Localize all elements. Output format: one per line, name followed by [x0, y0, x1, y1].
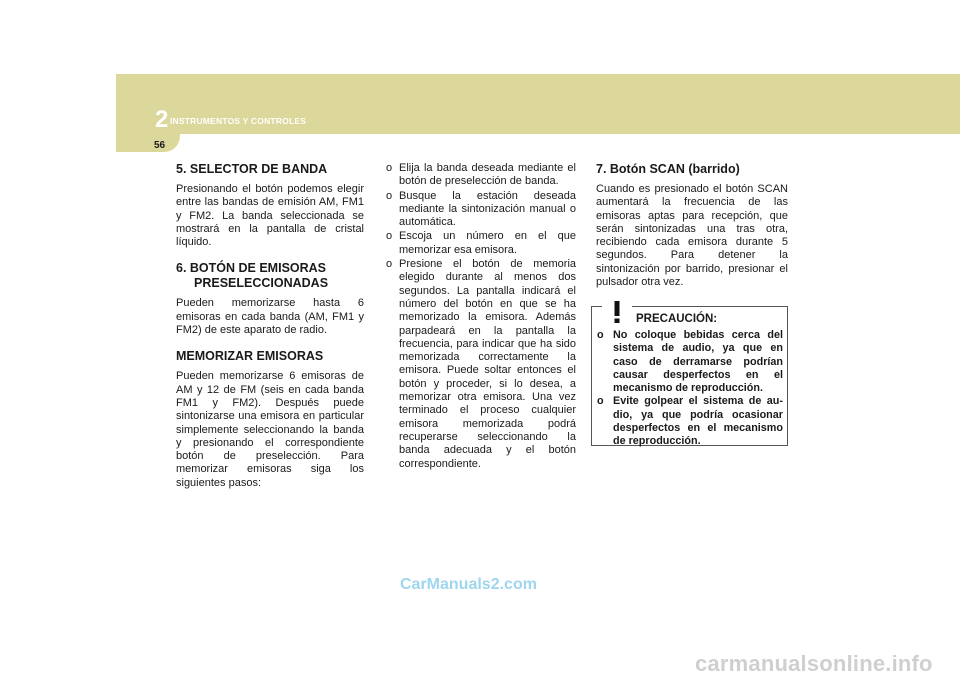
- chapter-number: 2: [155, 106, 169, 133]
- section-5-title: 5. SELECTOR DE BANDA: [176, 162, 328, 176]
- section-5-text: Presionando el botón podemos elegir entre las bandas de emisión AM, FM1 y FM2. La banda seleccionada se mostrará en la pantalla de cristal líquido.: [176, 183, 364, 249]
- column-2: [386, 162, 576, 472]
- bullet-icon: o: [386, 230, 393, 243]
- bullet-icon: o: [386, 258, 393, 271]
- page-number-tab: [116, 134, 180, 152]
- chapter-title: INSTRUMENTOS Y CONTROLES: [170, 116, 307, 126]
- caution-list: [597, 329, 783, 449]
- column-1: [176, 162, 364, 502]
- bullet-icon: o: [386, 189, 393, 202]
- section-6-title: 6. BOTÓN DE EMISORAS PRESELECCIONADAS: [176, 261, 329, 291]
- list-item: o Presione el botón de memoria elegido durante al menos dos segundos. La pantalla indicará el número del botón en que se ha memorizado la emisora. Además parpadeará en la pantalla la frecuencia, para indicar que ha sido memorizada correctamente la emisora. Puede soltar entonces el botón y proceder, si lo desea, a memorizar otra emisora. Una vez terminado el proceso cualquier emisora memorizada podrá recuperarse seleccionando la banda adecuada y el botón correspondiente.: [386, 258, 576, 470]
- memorize-title: MEMORIZAR EMISORAS: [176, 349, 324, 364]
- bullet-icon: o: [597, 329, 604, 341]
- section-7-text: Cuando es presionado el botón SCAN aumentará la frecuencia de las emisoras aptas para recepción, que serán sintonizadas una tras otra, recibiendo cada emisora durante 5 segundos. Para detener la sintonización por barrido, presionar el pulsador otra vez.: [596, 183, 788, 289]
- list-item: o No coloque bebidas cerca del sistema de audio, ya que en caso de derramarse podrían causar desperfectos en el mecanismo de reproducción.: [597, 329, 783, 395]
- caution-box: [591, 306, 788, 446]
- column-3: [596, 162, 788, 301]
- footer-watermark[interactable]: carmanualsonline.info: [695, 651, 933, 676]
- caution-title: PRECAUCIÓN:: [636, 313, 718, 325]
- steps-list: [386, 162, 576, 471]
- watermark-link[interactable]: CarManuals2.com: [400, 576, 537, 593]
- page-number: 56: [154, 140, 166, 151]
- warning-icon: [602, 299, 632, 325]
- section-6-text: Pueden memorizarse hasta 6 emisoras en cada banda (AM, FM1 y FM2) de este aparato de radio.: [176, 297, 364, 337]
- list-item: o Busque la estación deseada mediante la sintonización manual o automática.: [386, 189, 576, 229]
- bullet-icon: o: [597, 395, 604, 408]
- list-item: o Escoja un número en el que memorizar esa emisora.: [386, 230, 576, 256]
- memorize-text: Pueden memorizarse 6 emisoras de AM y 12 de FM (seis en cada banda FM1 y FM2). Después puede sintonizarse una emisora en particular simplemente seleccionando la banda y presionando el correspondiente botón de preselección. Para memorizar emisoras siga los siguientes pasos:: [176, 370, 364, 489]
- bullet-icon: o: [386, 162, 393, 174]
- list-item: o Evite golpear el sistema de au-dio, ya que podría ocasionar desperfectos en el mecanismo de reproducción.: [597, 395, 783, 448]
- section-7-title: 7. Botón SCAN (barrido): [596, 162, 740, 176]
- list-item: o Elija la banda deseada mediante el botón de preselección de banda.: [386, 162, 576, 188]
